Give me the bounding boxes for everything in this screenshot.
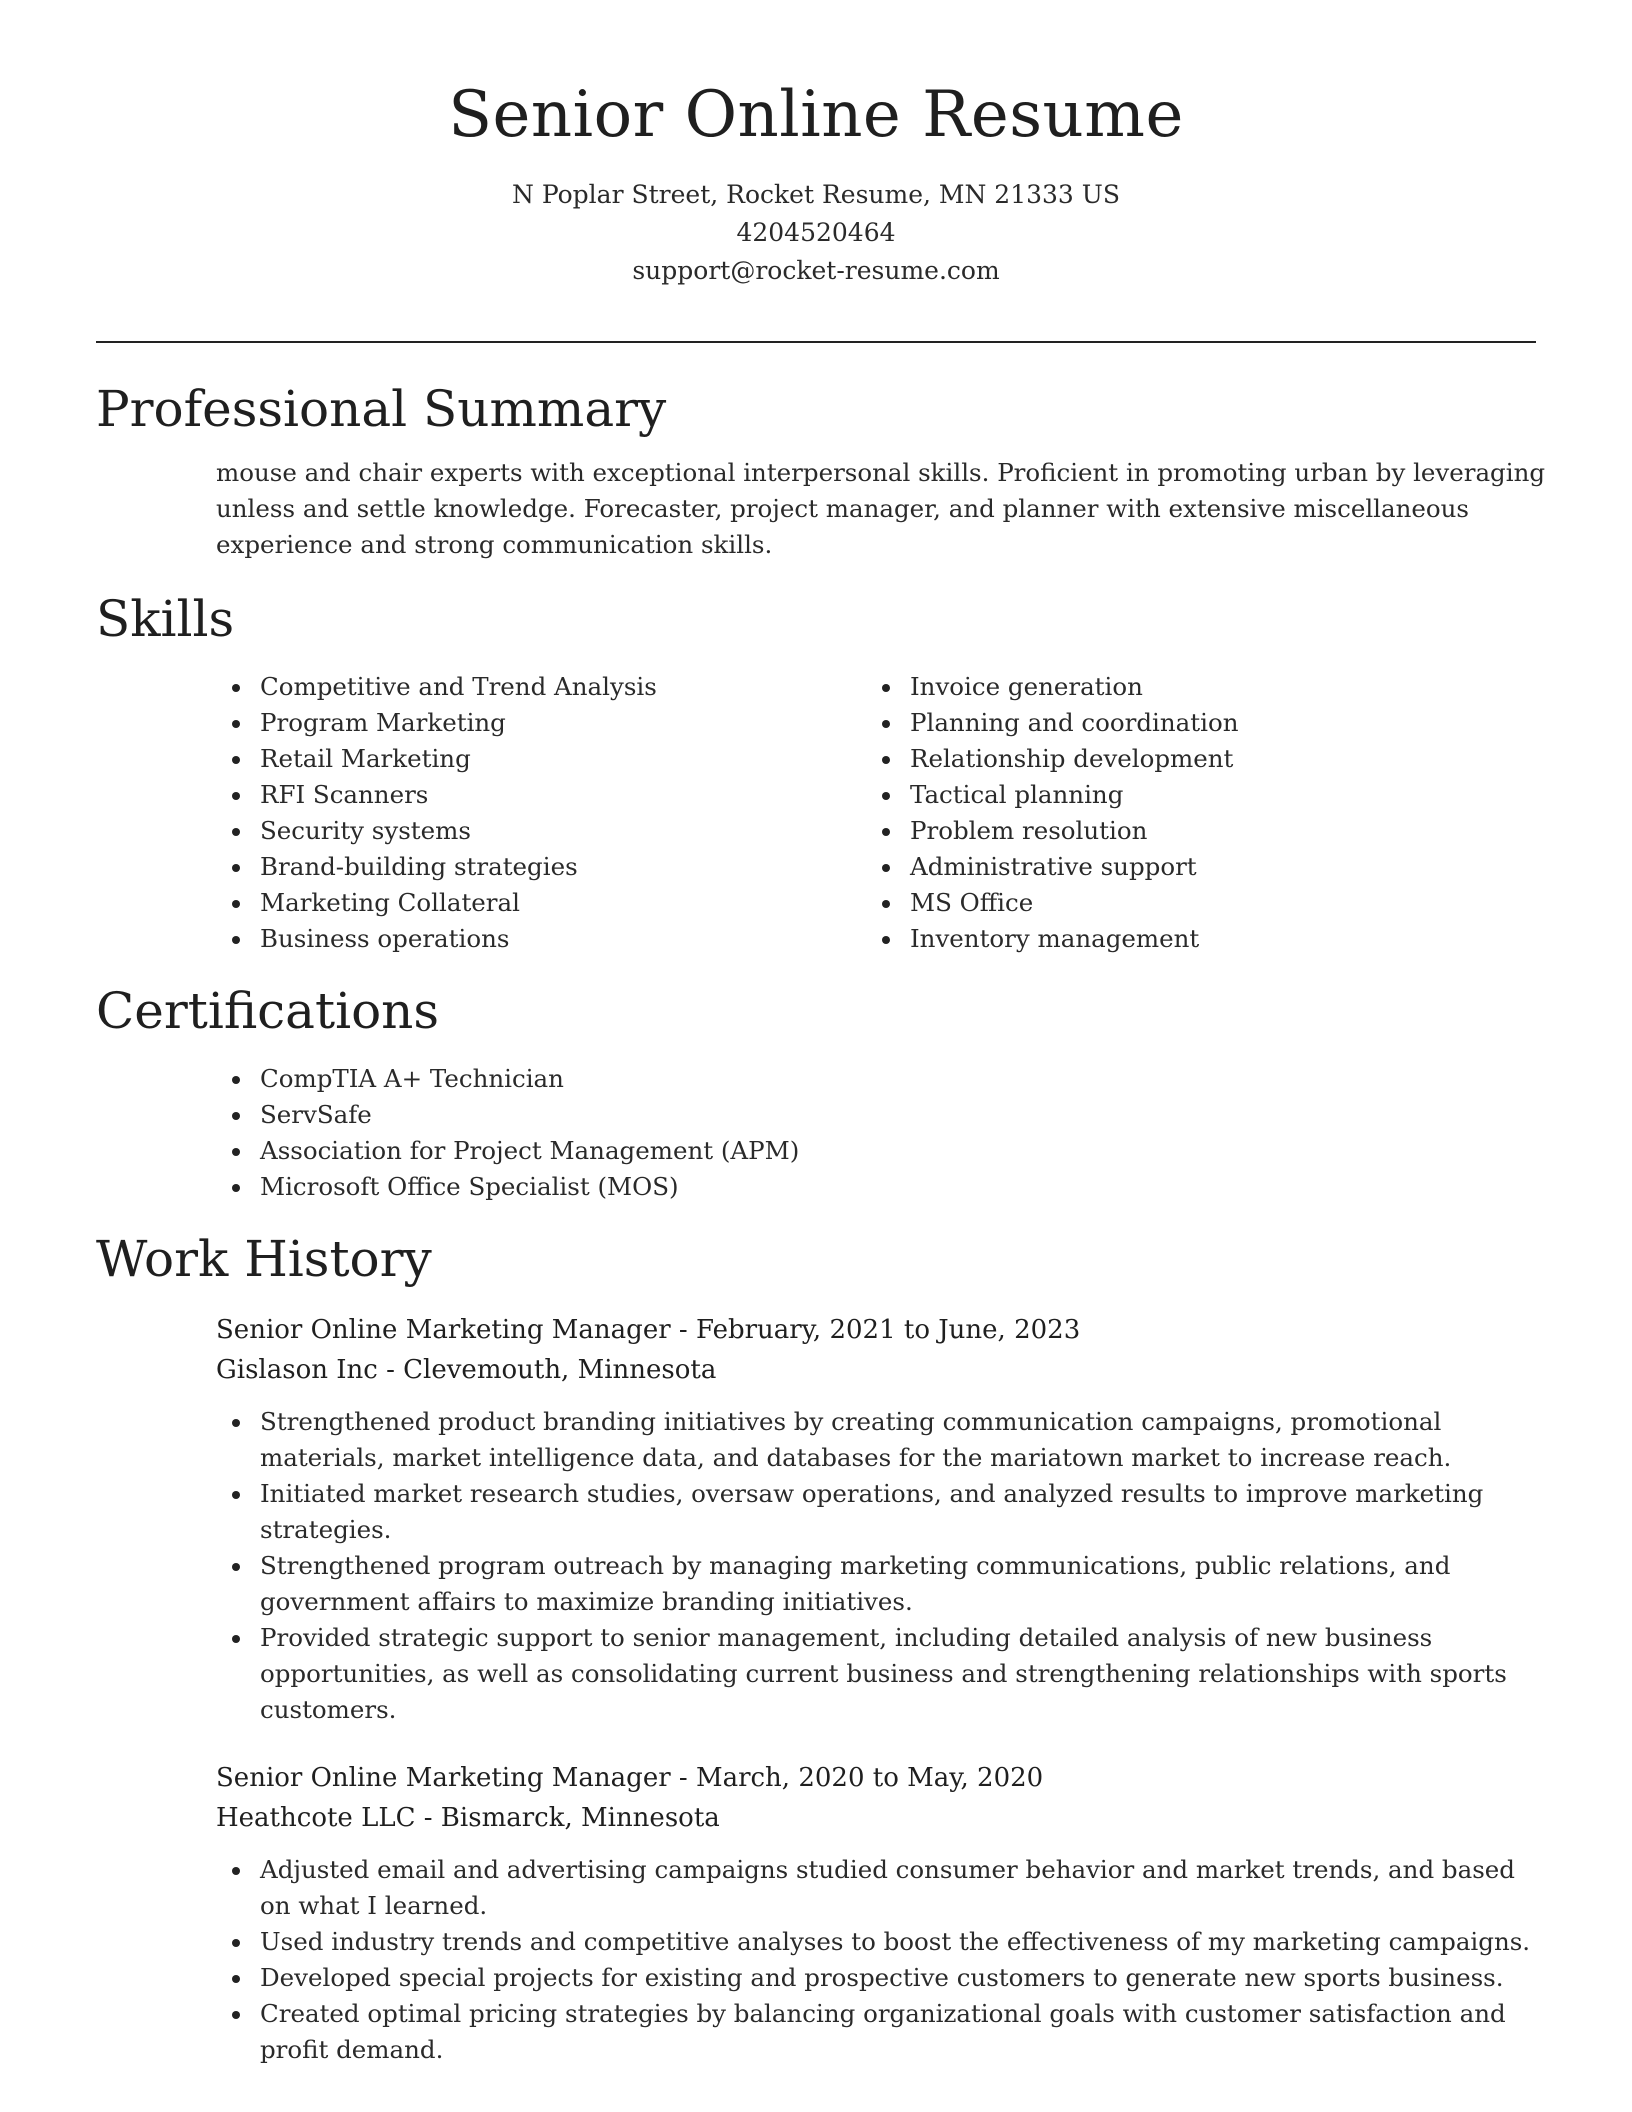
job-duty-item: Adjusted email and advertising campaigns studied consumer behavior and market trends, and based on what I learned. bbox=[216, 1852, 1536, 1924]
job-company-location: Gislason Inc - Clevemouth, Minnesota bbox=[216, 1355, 717, 1385]
skill-item: Administrative support bbox=[866, 849, 1516, 885]
certifications-section bbox=[96, 984, 1536, 1205]
skill-item: Relationship development bbox=[866, 741, 1516, 777]
certification-item: ServSafe bbox=[216, 1097, 1536, 1133]
certification-item: Association for Project Management (APM) bbox=[216, 1133, 1536, 1169]
job-duty-item: Created optimal pricing strategies by balancing organizational goals with customer satisfaction and profit demand. bbox=[216, 1996, 1536, 2068]
job-duty-item: Initiated market research studies, oversaw operations, and analyzed results to improve marketing strategies. bbox=[216, 1476, 1536, 1548]
job-title-dates: Senior Online Marketing Manager - March, 2020 to May, 2020 bbox=[216, 1763, 1044, 1793]
job-company-location: Heathcote LLC - Bismarck, Minnesota bbox=[216, 1803, 720, 1833]
skills-section bbox=[96, 592, 1536, 957]
job-duty-item: Strengthened product branding initiatives by creating communication campaigns, promotional materials, market intelligence data, and databases for the mariatown market to increase reach. bbox=[216, 1404, 1536, 1476]
skill-item: Brand-building strategies bbox=[216, 849, 866, 885]
skills-list-right bbox=[866, 669, 1516, 957]
skill-item: Planning and coordination bbox=[866, 705, 1516, 741]
summary-title: Professional Summary bbox=[96, 380, 667, 438]
job-entry bbox=[96, 1310, 1536, 1728]
job-duty-item: Strengthened program outreach by managing marketing communications, public relations, and government affairs to maximize branding initiatives. bbox=[216, 1548, 1536, 1620]
skill-item: Invoice generation bbox=[866, 669, 1516, 705]
job-1 bbox=[216, 1310, 1536, 1728]
summary-text: mouse and chair experts with exceptional interpersonal skills. Proficient in promoting urban by leveraging unless and settle knowledge. Forecaster, project manager, and planner with extensive miscellaneous experience and strong communication skills. bbox=[216, 458, 1546, 559]
work-history-section bbox=[96, 1232, 1536, 1287]
job-duties-list bbox=[96, 1404, 1536, 1728]
skill-item: Inventory management bbox=[866, 921, 1516, 957]
contact-email: support@rocket-resume.com bbox=[632, 256, 1000, 286]
job-title-dates: Senior Online Marketing Manager - February, 2021 to June, 2023 bbox=[216, 1315, 1081, 1345]
skill-item: Retail Marketing bbox=[216, 741, 866, 777]
certifications-list bbox=[216, 1061, 1536, 1205]
job-entry bbox=[96, 1758, 1536, 2068]
skill-item: Business operations bbox=[216, 921, 866, 957]
skill-item: Program Marketing bbox=[216, 705, 866, 741]
job-duties-list bbox=[96, 1852, 1536, 2068]
skill-item: Problem resolution bbox=[866, 813, 1516, 849]
job-2 bbox=[216, 1758, 1536, 2068]
header-divider bbox=[96, 341, 1536, 343]
certifications-title: Certifications bbox=[96, 982, 440, 1040]
contact-block bbox=[0, 176, 1632, 290]
certification-item: Microsoft Office Specialist (MOS) bbox=[216, 1169, 1536, 1205]
skill-item: MS Office bbox=[866, 885, 1516, 921]
skill-item: Security systems bbox=[216, 813, 866, 849]
job-duty-item: Developed special projects for existing and prospective customers to generate new sports business. bbox=[216, 1960, 1536, 1996]
resume-name: Senior Online Resume bbox=[448, 78, 1184, 152]
skills-list-left bbox=[216, 669, 866, 957]
skills-title: Skills bbox=[96, 590, 235, 648]
certification-item: CompTIA A+ Technician bbox=[216, 1061, 1536, 1097]
summary-section bbox=[96, 380, 1546, 563]
skill-item: Competitive and Trend Analysis bbox=[216, 669, 866, 705]
skill-item: Marketing Collateral bbox=[216, 885, 866, 921]
job-duty-item: Used industry trends and competitive analyses to boost the effectiveness of my marketing campaigns. bbox=[216, 1924, 1536, 1960]
resume-header bbox=[0, 0, 1632, 290]
contact-address: N Poplar Street, Rocket Resume, MN 21333 US bbox=[512, 180, 1120, 210]
job-duty-item: Provided strategic support to senior management, including detailed analysis of new business opportunities, as well as consolidating current business and strengthening relationships with sports customers. bbox=[216, 1620, 1536, 1728]
skill-item: Tactical planning bbox=[866, 777, 1516, 813]
skills-columns bbox=[216, 669, 1536, 957]
skill-item: RFI Scanners bbox=[216, 777, 866, 813]
work-history-title: Work History bbox=[96, 1230, 432, 1288]
contact-phone: 4204520464 bbox=[736, 218, 896, 248]
